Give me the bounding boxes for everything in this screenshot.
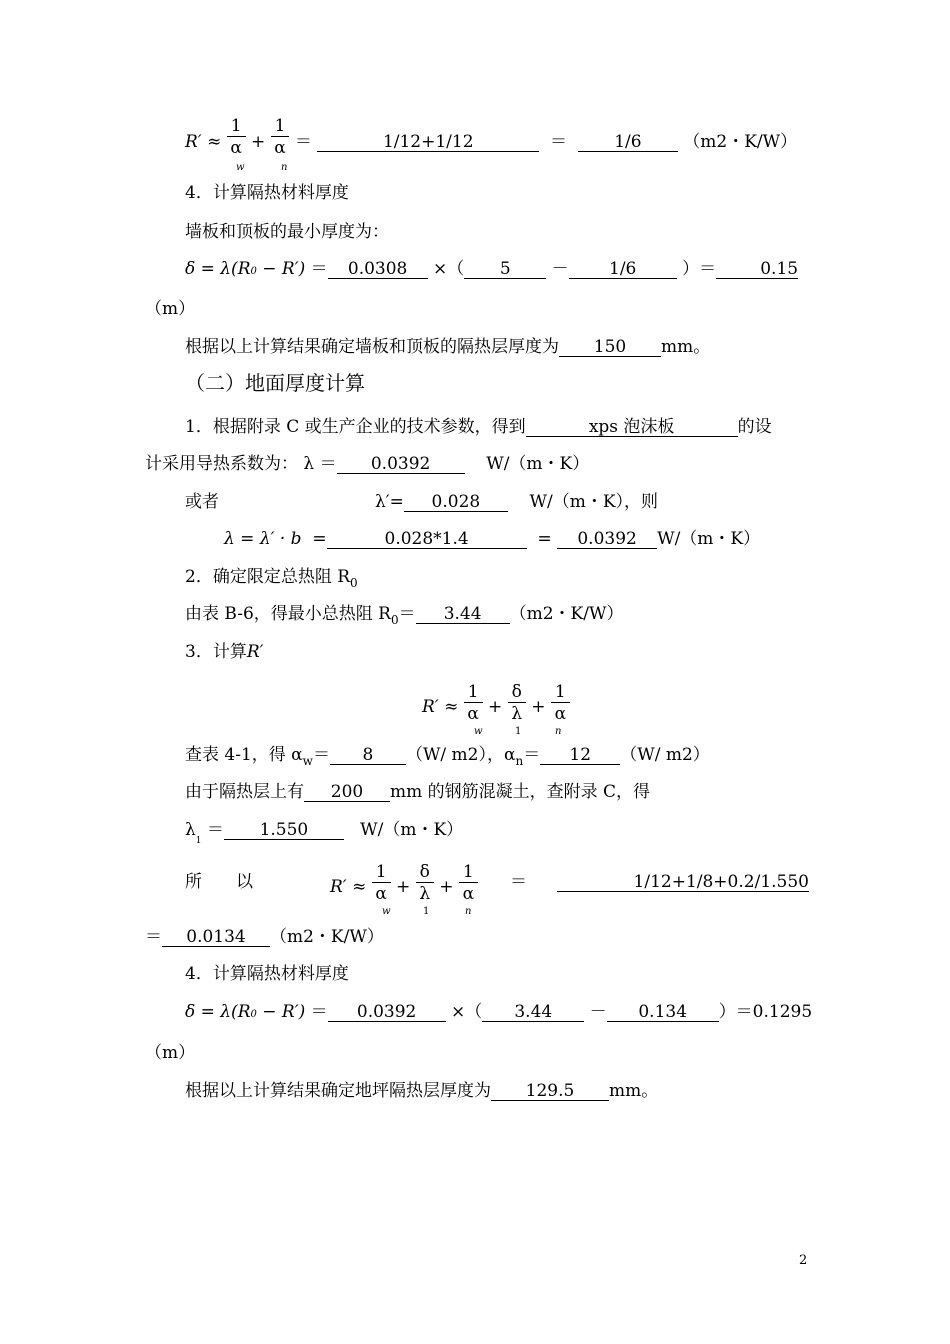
sec2-step1-suffix: 的设 — [737, 417, 772, 437]
r-calc-value-wrap — [557, 871, 809, 893]
so-label: 所 以 — [185, 872, 253, 892]
material-name: xps 泡沫板 — [526, 418, 738, 437]
r-result-unit: （m2・K/W） — [270, 927, 384, 947]
lambda-value: 0.0392 — [337, 455, 465, 474]
fraction-1-alpha-n: $\frac{1}{\alpha}$ — [271, 116, 290, 159]
sec1-conclusion-value: 150 — [559, 338, 661, 357]
r0-unit: （m2・K/W） — [509, 604, 624, 624]
r-result-line: ＝ 0.0134 （m2・K/W） — [145, 927, 384, 947]
lambda1-value: 1.550 — [224, 821, 344, 840]
delta-rprime: 1/6 — [569, 260, 677, 279]
r-calc-value: 1/12+1/8+0.2/1.550 — [557, 873, 809, 892]
sec2-conclusion-suffix: mm。 — [609, 1081, 659, 1101]
r-prime-unit: （m2・K/W） — [683, 132, 798, 152]
r-calc-line: R′ ≈ $\frac{1}{\alpha}$ + $\frac{\delta}{\lambda}$ + $\frac{1}{\alpha}$ — [330, 870, 478, 905]
fraction-1-alpha-w: $\frac{1}{\alpha}$ — [227, 116, 246, 159]
step3-title-text: 3．计算 — [185, 642, 247, 662]
sec2-step1-prefix: 1．根据附录 C 或生产企业的技术参数，得到 — [185, 417, 526, 437]
lambda-intro: 计采用导热系数为： — [145, 454, 298, 474]
sec2-conclusion-value: 129.5 — [491, 1082, 609, 1101]
sec1-conclusion — [185, 336, 710, 358]
d-lambda: 0.0392 — [328, 1003, 446, 1022]
concrete-prefix: 由于隔热层上有 — [185, 782, 304, 802]
d-r0: 3.44 — [482, 1003, 584, 1022]
lambda-calc-result: 0.0392 — [557, 530, 657, 549]
r-calc-equals: ＝ — [510, 872, 527, 892]
lambda1-unit: W/（m・K） — [360, 820, 464, 840]
step2-title-text: 2．确定限定总热阻 R — [185, 567, 351, 587]
concrete-suffix: mm 的钢筋混凝土，查附录 C，得 — [390, 782, 651, 802]
sec1-conclusion-suffix: mm。 — [661, 337, 711, 357]
sec2-delta-line: δ = λ(R0 − R′) ＝ 0.0392 ×（ 3.44 － 0.134 ）＝0.1295 — [185, 1002, 813, 1022]
alpha-n-value: 12 — [540, 746, 620, 765]
delta-result: 0.15 — [716, 260, 798, 279]
sec2-step3-title: 3．计算R′ — [185, 642, 264, 662]
sec2-heading: （二）地面厚度计算 — [185, 371, 365, 395]
lambda-prime-value: 0.028 — [404, 493, 508, 512]
r-prime-centered-formula: R′ ≈ $\frac{1}{\alpha}$ + $\frac{\delta}{\lambda}$ + $\frac{1}{\alpha}$ — [422, 690, 570, 725]
or-label: 或者 — [185, 492, 219, 512]
r0-line-prefix: 由表 B-6，得最小总热阻 R — [185, 604, 391, 624]
r0-line: 由表 B-6，得最小总热阻 $R_0= 3.44$ （m2・K/W） — [185, 604, 624, 627]
d-rprime: 0.134 — [607, 1003, 719, 1022]
alpha-w-unit: （W/ m2），α — [405, 745, 516, 765]
sec2-step4-title: 4．计算隔热材料厚度 — [185, 964, 349, 984]
min-thickness-intro: 墙板和顶板的最小厚度为： — [185, 222, 389, 242]
sec1-unit-m: （m） — [145, 299, 196, 319]
delta-r0: 5 — [464, 260, 546, 279]
r-prime-value1: 1/12+1/12 — [317, 133, 539, 152]
r-prime-symbol: R′ ≈ — [185, 132, 222, 152]
sec1-conclusion-prefix: 根据以上计算结果确定墙板和顶板的隔热层厚度为 — [185, 337, 559, 357]
lambda-prime-unit: W/（m・K），则 — [529, 492, 659, 512]
r-prime-formula-line: R′ ≈ $\frac{1}{\alpha}$ + $\frac{1}{\alpha}$ ＝ 1/12+1/12 ＝ 1/6 （m2・K/W） — [185, 116, 798, 158]
alpha-n-unit: （W/ m2） — [620, 745, 710, 765]
sub-n: n — [281, 162, 288, 173]
sec2-step1-line2: 计采用导热系数为： λ ＝ 0.0392 W/（m・K） — [145, 454, 590, 474]
lambda-calc-unit: W/（m・K） — [657, 529, 761, 549]
sec2-conclusion — [185, 1080, 658, 1102]
alpha-w-value: 8 — [330, 746, 406, 765]
lambda-unit: W/（m・K） — [486, 454, 590, 474]
concrete-value: 200 — [304, 783, 390, 802]
concrete-line — [185, 781, 650, 803]
sec2-conclusion-prefix: 根据以上计算结果确定地坪隔热层厚度为 — [185, 1081, 491, 1101]
alpha-line: 查表 4-1，得 $\alpha_w= 8$ （W/ m2），$\alpha_n= 12$ （W/ m2） — [185, 745, 710, 768]
lambda-prime-line: λ′= 0.028 W/（m・K），则 — [375, 492, 659, 512]
r-prime-value2: 1/6 — [578, 133, 678, 152]
r0-value: 3.44 — [416, 605, 510, 624]
sub-w: w — [236, 162, 245, 173]
lambda-calc: 0.028*1.4 — [327, 530, 527, 549]
lambda-calc-line: λ = λ′ · b = 0.028*1.4 = 0.0392 W/（m・K） — [224, 529, 761, 549]
alpha-prefix: 查表 4-1，得 α — [185, 745, 303, 765]
sec2-unit-m: （m） — [145, 1043, 196, 1063]
delta-formula-line: δ = λ(R0 − R′) ＝ 0.0308 ×（ 5 － 1/6 ）＝ 0.15 — [185, 259, 799, 279]
sec1-step4-title: 4．计算隔热材料厚度 — [185, 183, 349, 203]
page-number: 2 — [799, 1253, 808, 1268]
delta-lambda: 0.0308 — [328, 260, 428, 279]
r-result-value: 0.0134 — [162, 928, 270, 947]
sec2-step1 — [185, 416, 772, 438]
lambda1-line: $\lambda_1 = 1.550$ W/（m・K） — [185, 820, 464, 846]
sec2-step2-title: 2．确定限定总热阻 $R_0$ — [185, 567, 358, 590]
d-result: ）＝0.1295 — [718, 1002, 813, 1022]
